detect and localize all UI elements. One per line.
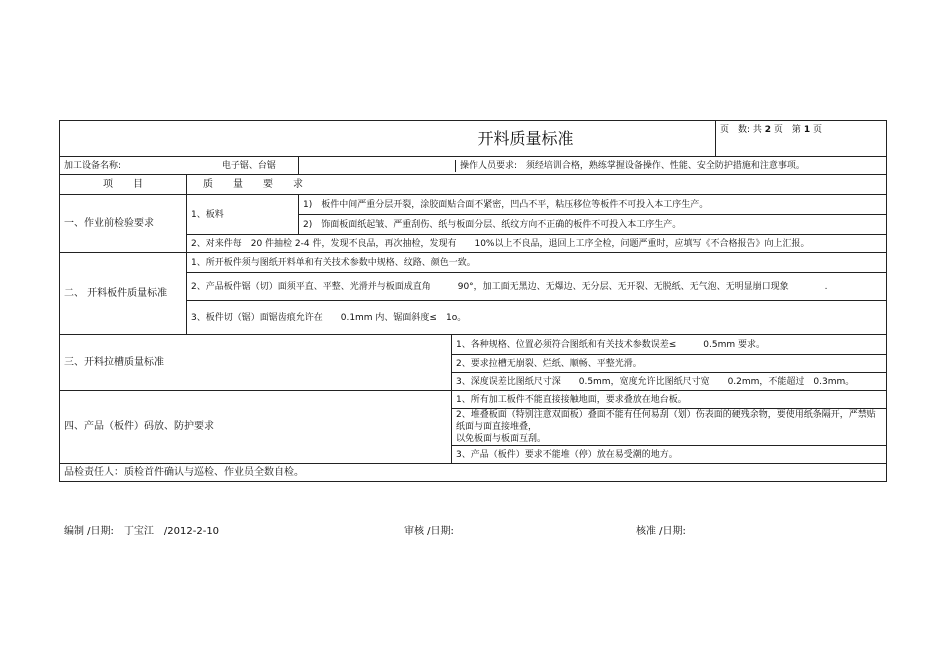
equipment-value: 电子锯、台锯 <box>221 160 276 171</box>
section-1-sub-item-2: 2) 饰面板面纸起皱、严重刮伤、纸与板面分层、纸纹方向不正确的板件不可投入本工序生产。 <box>299 215 887 235</box>
operator-label: 操作人员要求: <box>460 160 518 171</box>
page-info-suffix: 页 <box>812 125 822 135</box>
section-2-item-2: 2、产品板件锯（切）面须平直、平整、光滑并与板面成直角 90°，加工面无黑边、无爆边、无分层、无开裂、无脱纸、无气泡、无明显崩口现象 . <box>187 273 887 301</box>
column-header-item: 项 目 <box>60 175 187 195</box>
section-3-item-3: 3、深度误差比图纸尺寸深 0.5mm，宽度允许比图纸尺寸宽 0.2mm，不能超过 0.3mm。 <box>452 373 887 391</box>
operator-value: 须经培训合格，熟练掌握设备操作、性能、安全防护措施和注意事项。 <box>525 160 805 171</box>
quality-standard-sheet <box>59 120 886 482</box>
equipment-cell <box>60 157 299 175</box>
section-1-title: 一、作业前检验要求 <box>60 195 187 253</box>
page-total: 2 <box>764 125 772 135</box>
section-3-item-2: 2、要求拉槽无崩裂、烂纸、顺畅、平整光滑。 <box>452 355 887 373</box>
column-header-requirements: 质 量 要 求 <box>187 175 887 195</box>
responsible-person: 品检责任人：质检首件确认与巡检、作业员全数自检。 <box>60 464 887 482</box>
section-3-title: 三、开料拉槽质量标准 <box>60 335 452 391</box>
section-2-item-3: 3、板件切（锯）面锯齿痕允许在 0.1mm 内、锯面斜度≤ 1o。 <box>187 301 887 335</box>
section-2-item-1: 1、所开板件须与图纸开料单和有关技术参数中规格、纹路、颜色一致。 <box>187 253 887 273</box>
operator-requirement <box>456 160 883 172</box>
section-3-item-1: 1、各种规格、位置必须符合图纸和有关技术参数误差≤ 0.5mm 要求。 <box>452 335 887 355</box>
document-title: 开料质量标准 <box>60 121 716 157</box>
section-4-item-1: 1、所有加工板件不能直接接触地面，要求叠放在地台板。 <box>452 391 887 409</box>
page-info-prefix: 页 数: 共 <box>720 125 762 135</box>
section-2-title: 二、 开料板件质量标准 <box>60 253 187 335</box>
footer-prepared: 编制 /日期: 丁宝江 /2012-2-10 <box>64 526 220 537</box>
page-info-mid: 页 第 <box>773 125 801 135</box>
section-4-item-2 <box>452 409 887 446</box>
section-1-extra: 2、对来件每 20 件抽检 2-4 件，发现不良品，再次抽检，发现有 10%以上不良品，退回上工序全检，问题严重时，应填写《不合格报告》向上汇报。 <box>187 235 887 253</box>
section-1-sub-item-1: 1) 板件中间严重分层开裂，涂胶面贴合面不紧密，凹凸不平，粘压移位等板件不可投入本工序生产。 <box>299 195 887 215</box>
section-4-item-2-line-1: 2、堆叠板面（特别注意双面板）叠面不能有任何易刮（划）伤表面的硬残余物，要使用纸条隔开，严禁贴纸面与面直接堆叠， <box>456 410 876 432</box>
page-info <box>716 121 887 157</box>
operator-cell <box>299 157 887 175</box>
footer-reviewed: 审核 /日期: <box>404 526 454 537</box>
section-4-title: 四、产品（板件）码放、防护要求 <box>60 391 452 464</box>
section-4-item-3: 3、产品（板件）要求不能堆（停）放在易受潮的地方。 <box>452 446 887 464</box>
equipment-label: 加工设备名称: <box>64 160 122 171</box>
standard-table <box>59 120 887 482</box>
footer-approved: 核准 /日期: <box>636 526 686 537</box>
page-current: 1 <box>803 125 811 135</box>
section-4-item-2-line-2: 以免板面与板面互刮。 <box>456 434 547 444</box>
section-1-sub-label: 1、板料 <box>187 195 299 235</box>
